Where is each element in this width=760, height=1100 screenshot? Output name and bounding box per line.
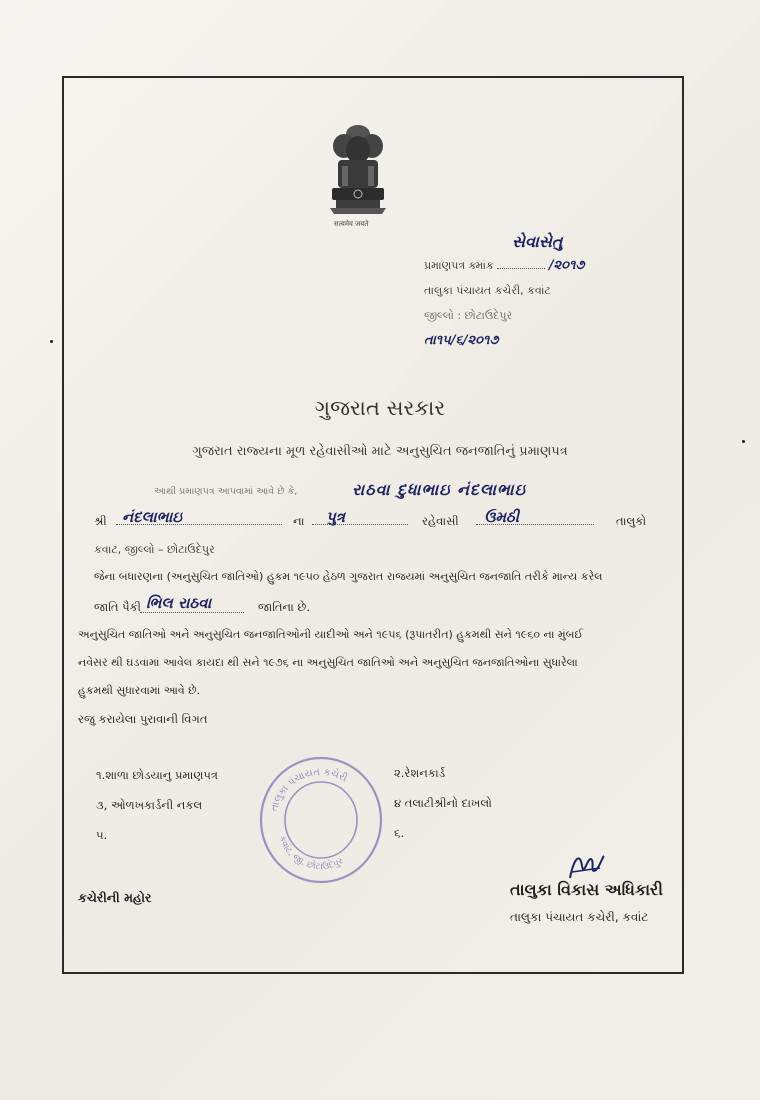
relation-blank [312,524,408,525]
certificate-year: /૨૦૧૭ [548,258,585,273]
issue-date: તા૧૫/૬/૨૦૧૭ [424,333,499,348]
handwritten-signature-icon [566,848,606,884]
evidence-title: રજુ કરાયેલા પુરાવાની વિગત [78,712,208,726]
holder-name-handwritten: રાઠવા દુધાભાઇ નંદલાભાઇ [352,480,526,499]
na-label: ના [293,514,305,528]
father-name-handwritten: નંદલાભાઇ [122,508,182,526]
certificate-number-row [424,258,584,273]
officer-office: તાલુકા પંચાયત કચેરી, કવાંટ [510,910,649,924]
jati-blank [140,612,244,613]
paper-speck [742,440,745,443]
village-blank [476,524,594,525]
officer-title: તાલુકા વિકાસ અધિકારી [510,880,663,899]
place-line: કવાટ, જીલ્લો – છોટાઉદેપુર [94,543,215,556]
resident-label: રહેવાસી [422,514,459,528]
svg-text:કવાંટ, જી. છોટાઉદેપુર [276,834,345,872]
certificate-number-label: પ્રમાણપત્ર ક્માંક [424,259,494,272]
evidence-item-4: ૪ તલાટીશ્રીનો દાખલો [394,796,492,810]
certificate-intro: આથી પ્રમાણપત્ર આપવામાં આવે છે કે, [154,486,298,497]
emblem-caption: सत्यमेव जयते [334,220,369,228]
evidence-item-1: ૧.શાળા છોડયાનુ પ્રમાણપત્ર [96,768,218,782]
certificate-number-blank [497,268,545,269]
jati-handwritten: ભિલ રાઠવા [146,594,212,612]
village-handwritten: ઉમઠી [484,508,519,526]
father-name-blank [116,524,282,525]
issuing-district: જીલ્લો : છોટાઉદેપુર [424,309,513,322]
amendment-line-2: નવેસર થી ઘડવામાં આવેલ કાયદા થી સને ૧૯૭૬ ના અનુસુચિત જાતિઓ અને અનુસુચિત જનજાતિઓના સુધારેલા [78,656,578,669]
office-seal-label: કચેરીની મહોર [78,890,152,905]
jati-suffix: જાતિના છે. [258,600,311,614]
certificate-subtitle: ગુજરાત રાજ્યના મૂળ રહેવાસીઓ માટે અનુસુચિત જનજાતિનું પ્રમાણપત્ર [192,444,568,459]
certificate-number-handwritten: સેવાસેતુ [512,232,563,251]
evidence-item-5: ૫. [96,828,108,842]
issuing-office: તાલુકા પંચાયત કચેરી, કવાંટ [424,284,551,297]
evidence-item-2: ૨.રેશનકાર્ડ [394,766,446,780]
taluko-label: તાલુકો [616,514,647,528]
evidence-item-6: ૬. [394,826,405,840]
evidence-item-3: ૩, ઓળખકાર્ડની નકલ [96,798,203,812]
seal-text-top: તાલુકા પંચાયત કચેરી [268,766,349,813]
page-title: ગુજરાત સરકાર [314,396,446,420]
jati-prefix: જાતિ પૈકી [94,600,141,614]
seal-text-bottom: કવાંટ, જી. છોટાઉદેપુર [276,834,346,873]
paper-speck [50,340,53,343]
amendment-line-1: અનુસુચિત જાતિઓ અને અનુસુચિત જનજાતિઓની યાદીઓ અને ૧૯૫૬ (રૂપાતરીત) હુકમથી સને ૧૯૬૦ ના મુંબઈ [78,628,583,641]
shri-label: શ્રી [94,514,107,528]
relation-handwritten: પુત્ર [326,508,345,526]
amendment-line-3: હુકમથી સુધારવામાં આવે છે. [78,684,201,697]
constitution-paragraph: જેના બંધારણના (અનુસુચિત જાતિઓ) હુકમ ૧૯૫૦ હેઠળ ગુજરાત રાજયમાં અનુસુચિત જનજાતિ તરીકે માન્ય કરેલ [94,570,603,583]
national-emblem-icon [320,120,396,220]
office-seal-icon [256,752,386,888]
